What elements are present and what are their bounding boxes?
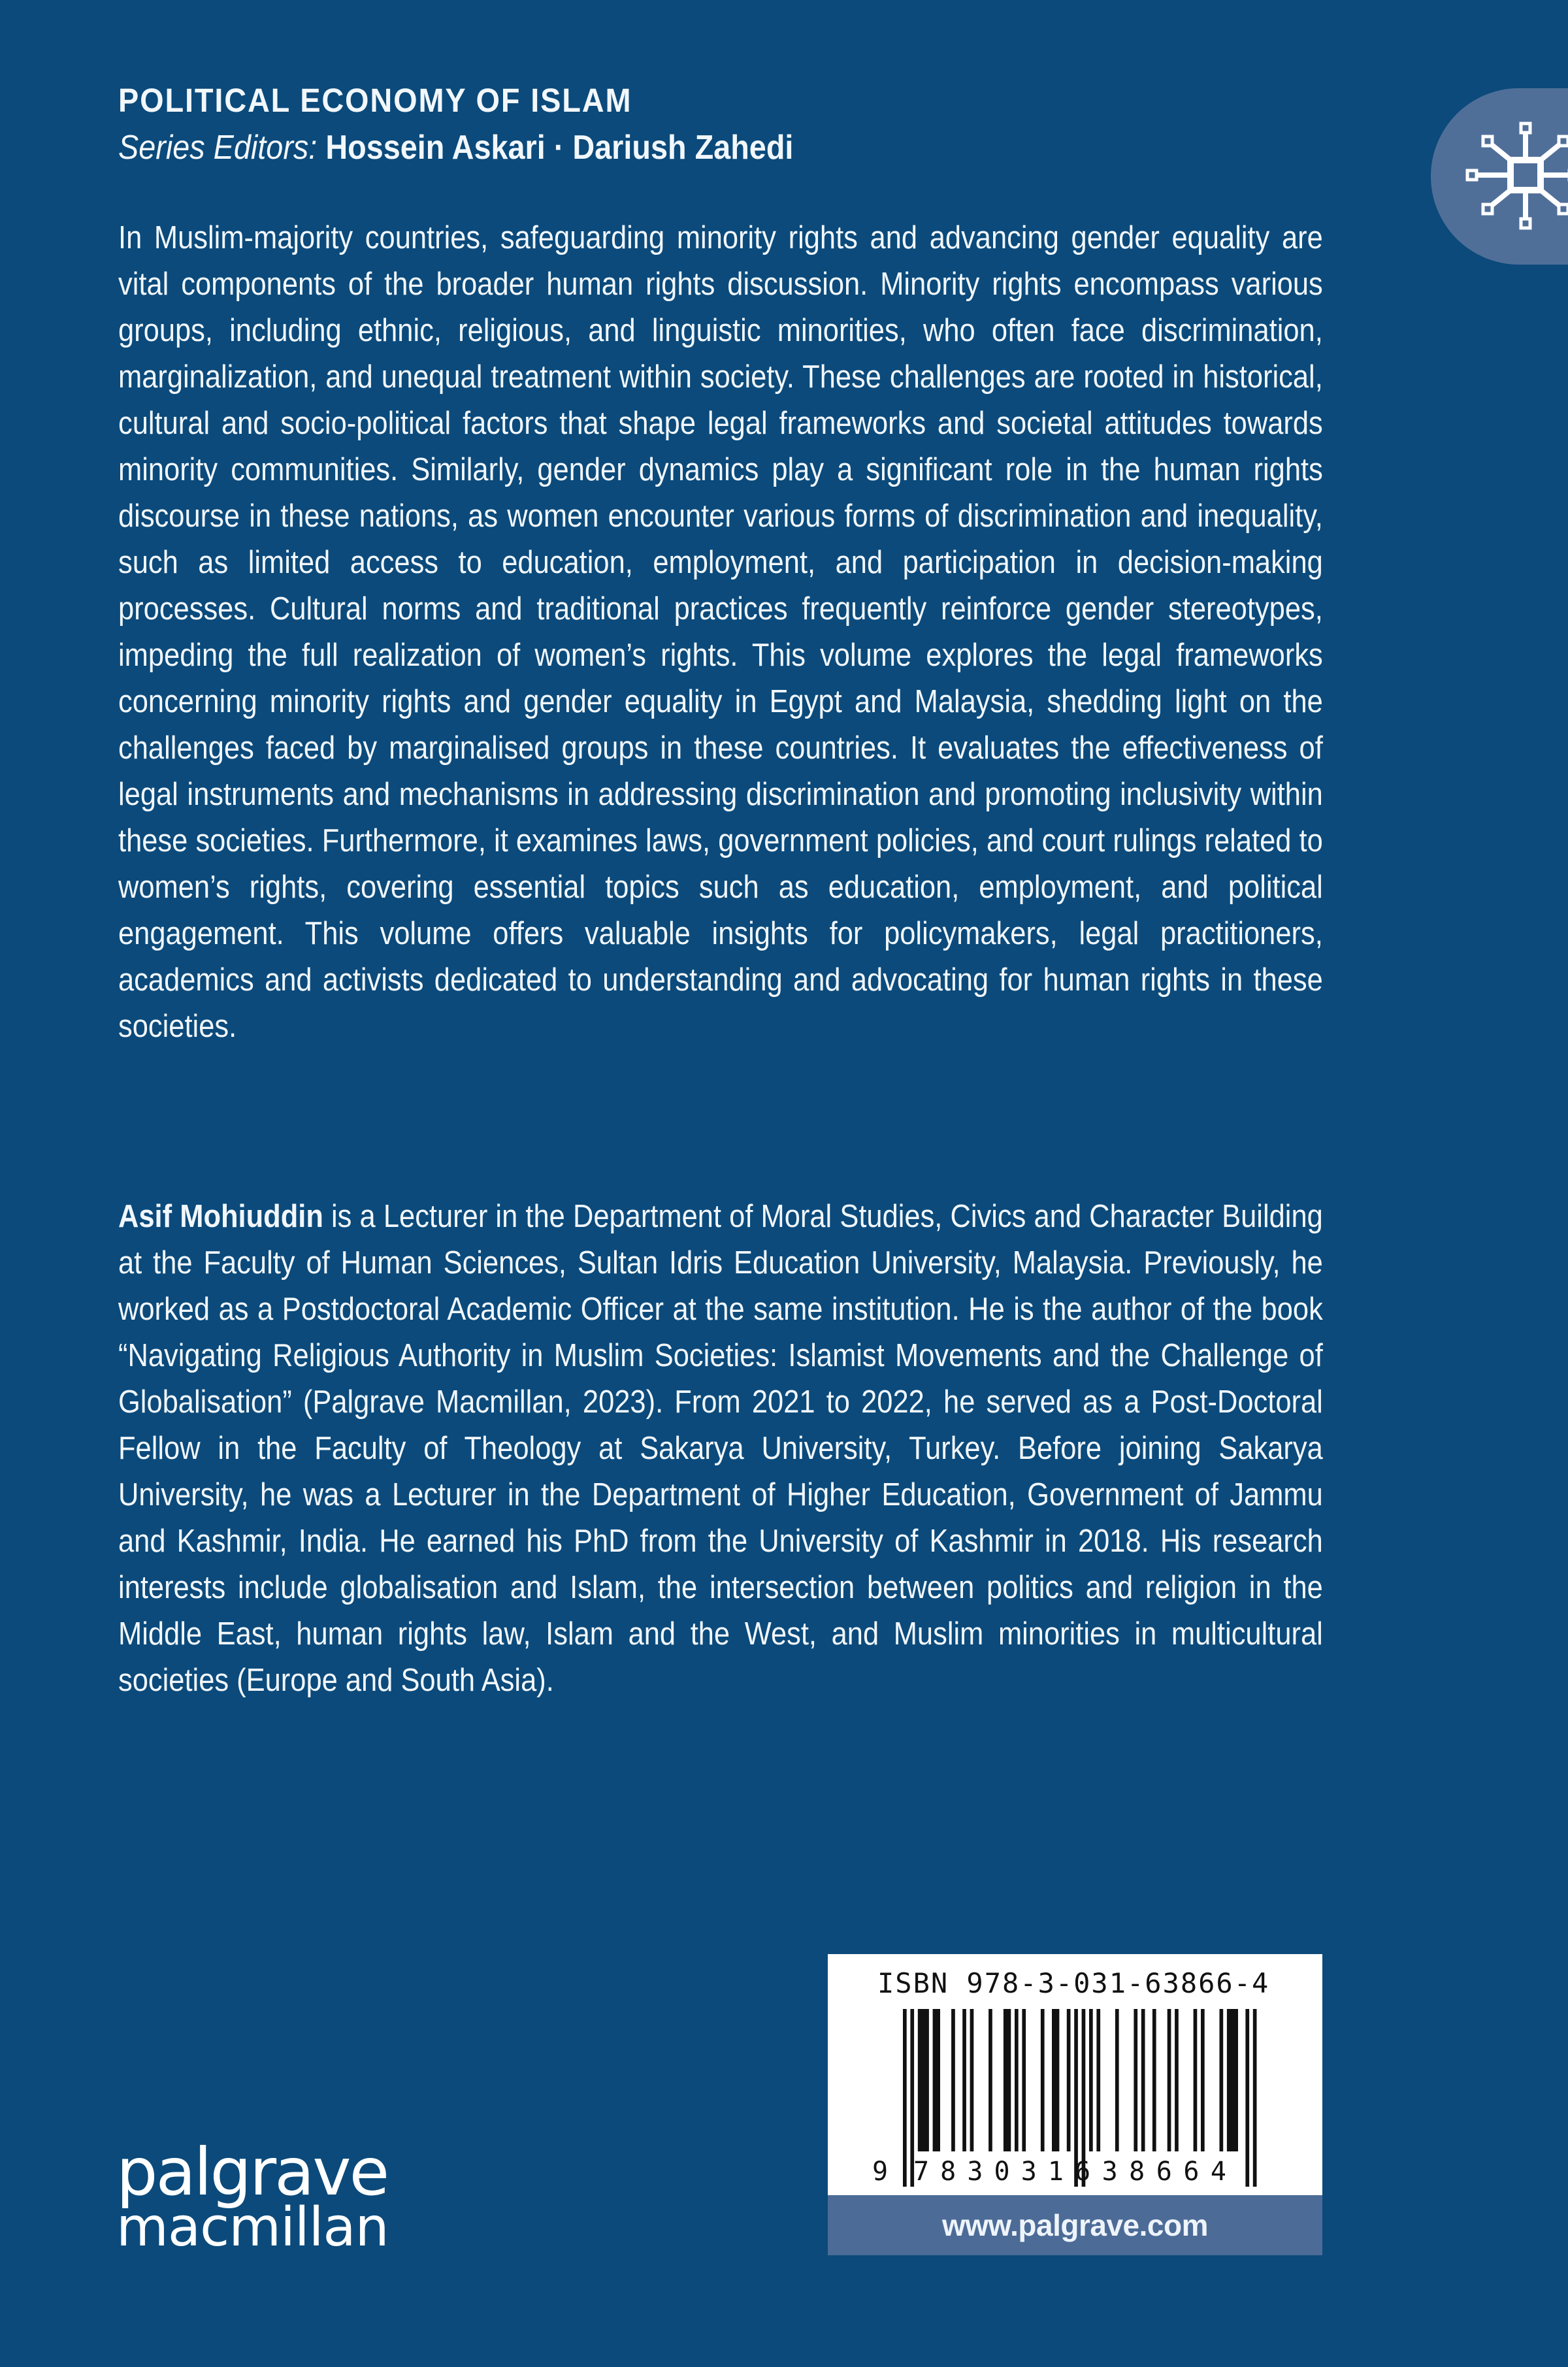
author-name: Asif Mohiuddin	[118, 1198, 323, 1234]
barcode-digits-left: 783031	[913, 2157, 1064, 2187]
author-bio-text: is a Lecturer in the Department of Moral Studies, Civics and Character Building at the Faculty of Human Sciences, Sultan Idris Education University, Malaysia. Previously, he worked as a Postdoctoral Academic Officer at the same institution. He is the author of the book “Navigating Religious Authority in Muslim Societies: Islamist Movements and the Challenge of Globalisation” (Palgrave Macmillan, 2023). From 2021 to 2022, he served as a Post-Doctoral Fellow in the Faculty of Theology at Sakarya University, Turkey. Before joining Sakarya University, he was a Lecturer in the Department of Higher Education, Government of Jammu and Kashmir, India. He earned his PhD from the University of Kashmir in 2018. His research interests include globalisation and Islam, the intersection between politics and religion in the Middle East, human rights law, Islam and the West, and Muslim minorities in multicultural societies (Europe and South Asia).	[118, 1198, 1323, 1698]
publisher-logo-line2: macmillan	[116, 2196, 389, 2259]
description-paragraph: In Muslim-majority countries, safeguarding minority rights and advancing gender equality are vital components of the broader human rights discussion. Minority rights encompass various groups, including ethnic, religious, and linguistic minorities, who often face discrimination, marginalization, and unequal treatment within society. These challenges are rooted in historical, cultural and socio-political factors that shape legal frameworks and societal attitudes towards minority communities. Similarly, gender dynamics play a significant role in the human rights discourse in these nations, as women encounter various forms of discrimination and inequality, such as limited access to education, employment, and participation in decision-making processes. Cultural norms and traditional practices frequently reinforce gender stereotypes, impeding the full realization of women’s rights. This volume explores the legal frameworks concerning minority rights and gender equality in Egypt and Malaysia, shedding light on the challenges faced by marginalised groups in these countries. It evaluates the effectiveness of legal instruments and mechanisms in addressing discrimination and promoting inclusivity within these societies. Furthermore, it examines laws, government policies, and court rulings related to women’s rights, covering essential topics such as education, employment, and political engagement. This volume offers valuable insights for policymakers, legal practitioners, academics and activists dedicated to understanding and advocating for human rights in these societies.	[118, 220, 1323, 1044]
barcode-bar	[1141, 2009, 1145, 2151]
series-logo-tab	[1431, 88, 1568, 265]
author-bio	[118, 1193, 1323, 1703]
barcode-bar	[951, 2009, 955, 2151]
barcode-bar	[1096, 2009, 1100, 2151]
barcode-digit-first: 9	[872, 2157, 889, 2187]
book-description	[118, 214, 1323, 1049]
barcode-bar	[1201, 2009, 1205, 2151]
isbn-label: ISBN 978-3-031-63866-4	[877, 1967, 1270, 1999]
barcode-bar	[1194, 2009, 1198, 2151]
barcode-bar	[988, 2009, 992, 2151]
barcode-guard-bar	[903, 2009, 907, 2187]
barcode-guard-bar	[1253, 2009, 1257, 2187]
publisher-logo	[116, 2134, 389, 2259]
series-editors-names: Hossein Askari · Dariush Zahedi	[325, 129, 794, 167]
barcode-bar	[1115, 2009, 1119, 2151]
network-circuit-icon	[1431, 88, 1568, 265]
publisher-url[interactable]: www.palgrave.com	[942, 2208, 1208, 2242]
barcode-bar	[1220, 2009, 1224, 2151]
publisher-logo-line1: palgrave	[116, 2134, 388, 2210]
barcode-bar	[1152, 2009, 1156, 2151]
barcode-bar	[970, 2009, 974, 2151]
barcode	[828, 1954, 1322, 2195]
series-editors	[118, 127, 793, 169]
barcode-bar	[1052, 2009, 1059, 2151]
barcode-bar	[1067, 2009, 1071, 2151]
barcode-bar	[1168, 2009, 1171, 2151]
barcode-bar	[933, 2009, 940, 2151]
barcode-bar	[1134, 2009, 1137, 2151]
barcode-bar	[1175, 2009, 1179, 2151]
author-bio-paragraph	[118, 1193, 1323, 1703]
barcode-bar	[962, 2009, 966, 2151]
series-editors-label: Series Editors:	[118, 129, 318, 167]
barcode-bar	[1015, 2009, 1019, 2151]
barcode-digits-right: 638664	[1075, 2157, 1226, 2187]
barcode-bar	[1041, 2009, 1045, 2151]
barcode-bar	[1004, 2009, 1011, 2151]
barcode-panel	[828, 1954, 1322, 2195]
barcode-bar	[1022, 2009, 1026, 2151]
barcode-bar	[1227, 2009, 1238, 2151]
barcode-guard-bar	[1245, 2009, 1249, 2187]
barcode-bar	[1089, 2009, 1093, 2151]
barcode-bar	[918, 2009, 929, 2151]
series-title: POLITICAL ECONOMY OF ISLAM	[118, 82, 632, 119]
barcode-box	[828, 1954, 1322, 2255]
